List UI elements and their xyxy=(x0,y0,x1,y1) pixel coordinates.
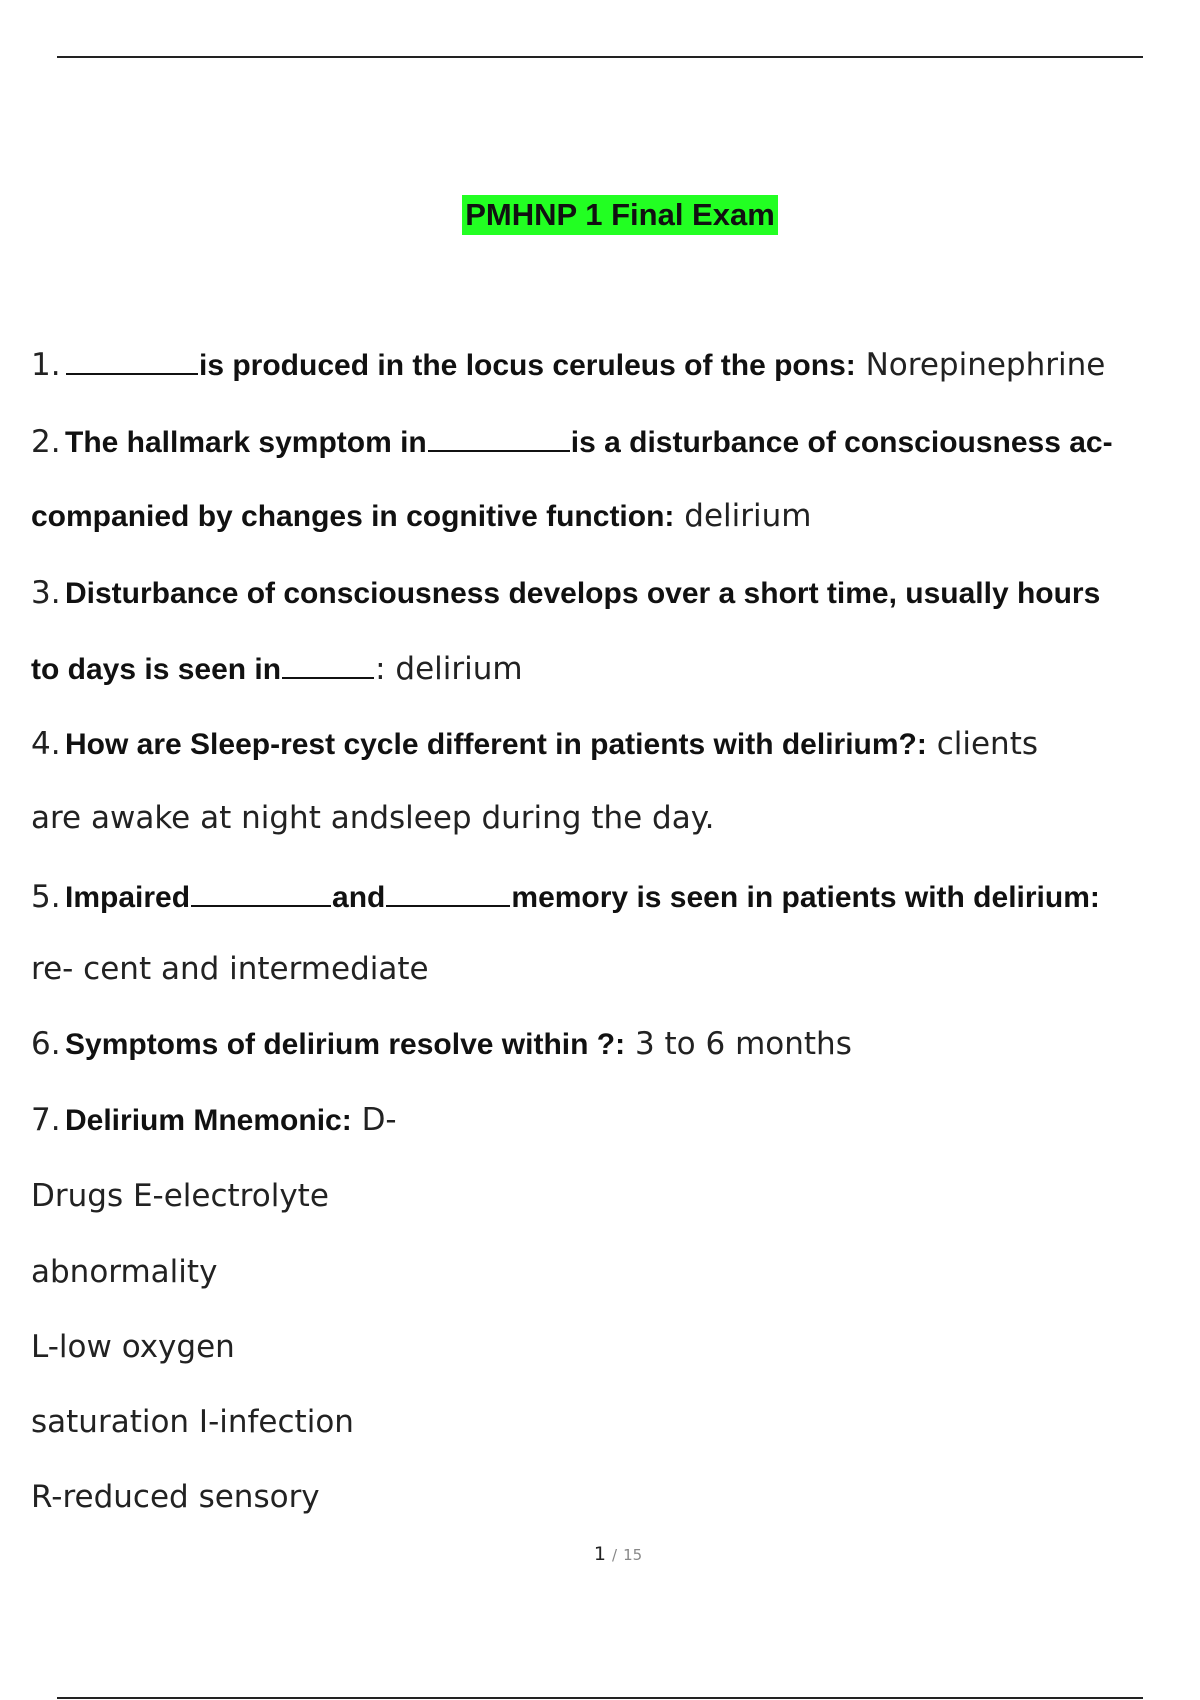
question-number: 7. xyxy=(31,1102,61,1138)
answer-text: D- xyxy=(361,1102,397,1138)
question-number: 6. xyxy=(31,1026,61,1062)
question-number: 3. xyxy=(31,575,61,611)
question-3-continued xyxy=(31,647,523,690)
question-3 xyxy=(31,573,1100,614)
question-text: Symptoms of delirium resolve within ?: xyxy=(65,1028,626,1061)
question-text: Disturbance of consciousness develops over a short time, usually hours xyxy=(65,577,1101,610)
question-2 xyxy=(31,420,1113,463)
question-number: 4. xyxy=(31,726,61,762)
page-indicator xyxy=(0,1543,1200,1565)
question-text: is produced in the locus ceruleus of the pons: xyxy=(199,349,856,382)
question-text: Impaired xyxy=(65,881,191,914)
mnemonic-line xyxy=(31,1327,235,1367)
answer-text: 3 to 6 months xyxy=(634,1026,852,1062)
answer-blank xyxy=(191,875,331,907)
question-1 xyxy=(31,343,1105,386)
top-rule xyxy=(57,56,1143,58)
answer-blank xyxy=(66,343,198,375)
answer-blank xyxy=(282,647,374,679)
answer-text-cont: abnormality xyxy=(31,1254,218,1290)
total-pages: 15 xyxy=(623,1546,643,1564)
answer-text-cont: R-reduced sensory xyxy=(31,1479,320,1515)
title-container xyxy=(0,195,1200,235)
question-text: How are Sleep-rest cycle different in patients with delirium?: xyxy=(65,728,927,761)
question-5-answer xyxy=(31,949,429,989)
bottom-rule xyxy=(57,1697,1143,1699)
page-separator: / xyxy=(611,1546,618,1564)
question-number: 1. xyxy=(31,347,61,383)
answer-text-cont: saturation I-infection xyxy=(31,1404,354,1440)
question-text-cont: is a disturbance of consciousness ac- xyxy=(570,426,1113,459)
mnemonic-line xyxy=(31,1402,354,1442)
question-7 xyxy=(31,1100,397,1141)
page-title: PMHNP 1 Final Exam xyxy=(462,195,778,235)
answer-text: re- cent and intermediate xyxy=(31,951,429,987)
mnemonic-line xyxy=(31,1176,329,1216)
answer-text: clients xyxy=(936,726,1039,762)
answer-blank xyxy=(428,420,570,452)
answer-text: delirium xyxy=(684,498,812,534)
answer-text-cont: Drugs E-electrolyte xyxy=(31,1178,329,1214)
question-4 xyxy=(31,724,1038,765)
answer-text-cont: are awake at night andsleep during the day. xyxy=(31,800,715,836)
answer-text-cont: L-low oxygen xyxy=(31,1329,235,1365)
answer-text: Norepinephrine xyxy=(865,347,1106,383)
question-text: The hallmark symptom in xyxy=(65,426,427,459)
answer-blank xyxy=(386,875,510,907)
question-4-answer-continued xyxy=(31,798,715,838)
question-text-mid: and xyxy=(332,881,386,914)
question-text-end: memory is seen in patients with delirium: xyxy=(511,881,1100,914)
question-text-cont: companied by changes in cognitive function: xyxy=(31,500,675,533)
question-2-continued xyxy=(31,496,811,537)
answer-colon: : xyxy=(375,651,386,687)
question-6 xyxy=(31,1024,852,1065)
current-page: 1 xyxy=(593,1543,606,1565)
question-text-cont: to days is seen in xyxy=(31,653,282,686)
answer-text: delirium xyxy=(395,651,523,687)
question-text: Delirium Mnemonic: xyxy=(65,1104,352,1137)
question-number: 5. xyxy=(31,879,61,915)
question-number: 2. xyxy=(31,424,61,460)
mnemonic-line xyxy=(31,1477,320,1517)
question-5 xyxy=(31,875,1100,918)
mnemonic-line xyxy=(31,1252,217,1292)
